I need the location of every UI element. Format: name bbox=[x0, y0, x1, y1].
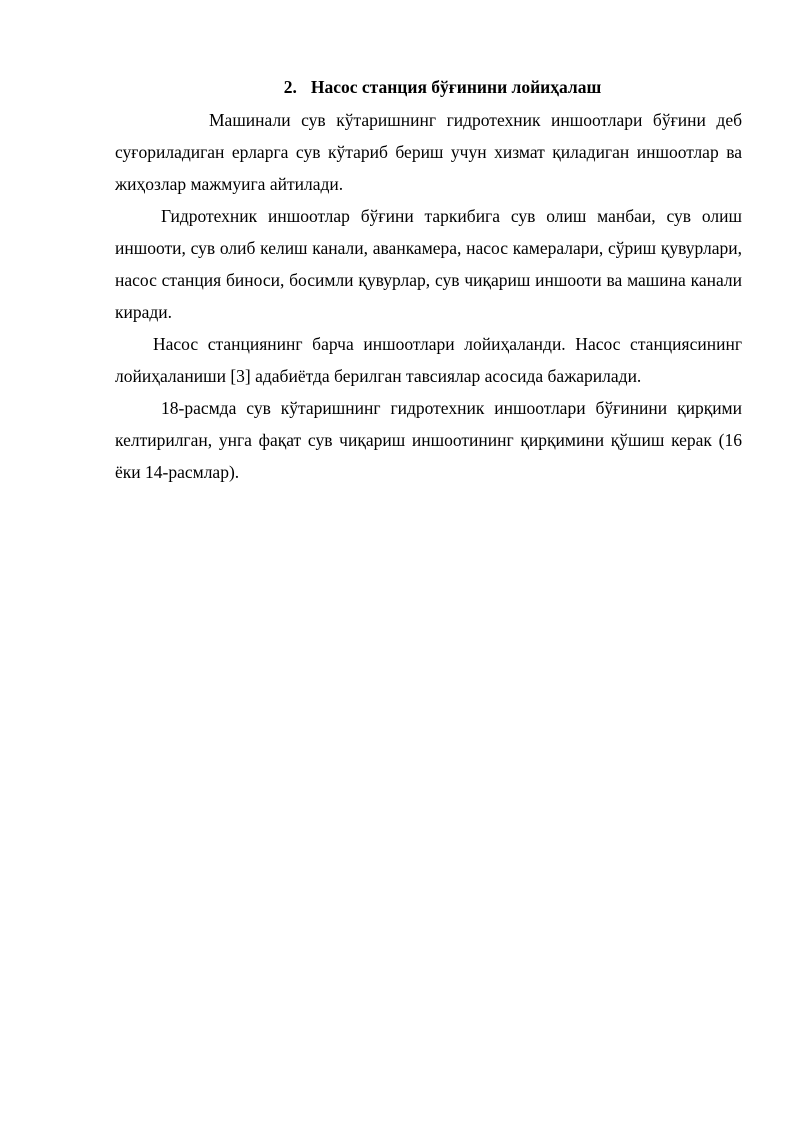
paragraph-design: Насос станциянинг барча иншоотлари лойиҳаланди. Насос станциясининг лойиҳаланиши [3] адабиётда берилган тавсиялар асосида бажарилади. bbox=[115, 334, 742, 386]
document-body bbox=[115, 72, 742, 488]
section-number: 2. bbox=[283, 77, 297, 97]
section-heading bbox=[115, 72, 742, 102]
paragraph-components: Гидротехник иншоотлар бўғини таркибига сув олиш манбаи, сув олиш иншооти, сув олиб келиш канали, аванкамера, насос камералари, сўриш қувурлари, насос станция биноси, босимли қувурлар, сув чиқариш иншооти ва машина канали киради. bbox=[115, 206, 742, 322]
paragraph-definition: Машинали сув кўтаришнинг гидротехник иншоотлари бўғини деб суғориладиган ерларга сув кўтариб бериш учун хизмат қиладиган иншоотлар ва жиҳозлар мажмуига айтилади. bbox=[115, 110, 742, 194]
section-title: Насос станция бўғинини лойиҳалаш bbox=[310, 77, 602, 97]
paragraph-figure-reference: 18-расмда сув кўтаришнинг гидротехник иншоотлари бўғинини қирқими келтирилган, унга фақат сув чиқариш иншоотининг қирқимини қўшиш керак (16 ёки 14-расмлар). bbox=[115, 398, 742, 482]
